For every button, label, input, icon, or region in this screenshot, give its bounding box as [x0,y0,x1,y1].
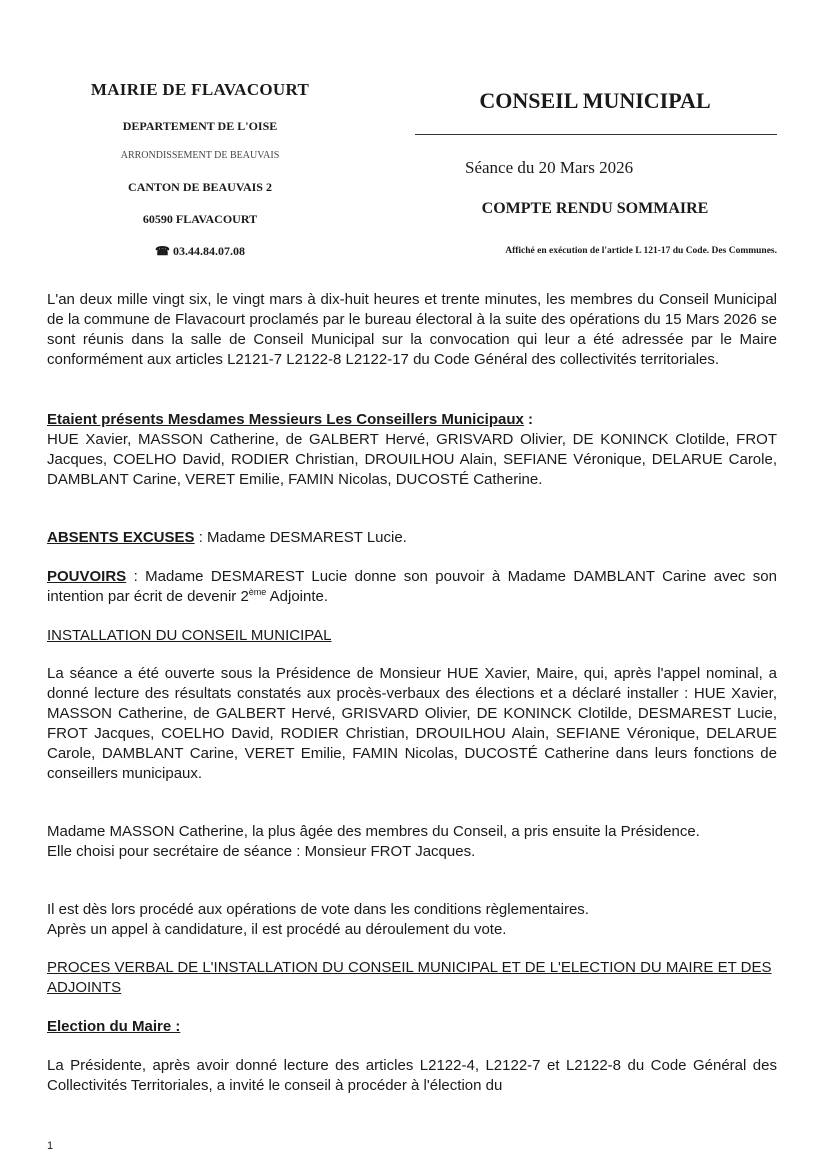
pouvoirs-text: : Madame DESMAREST Lucie donne son pouvoir à Madame DAMBLANT Carine avec son intention par écrit de devenir 2 [47,568,777,605]
document-subtitle: COMPTE RENDU SOMMAIRE [481,200,709,217]
pouvoirs-end: Adjointe. [266,588,329,605]
presidence-line-2: Elle choisi pour secrétaire de séance : Monsieur FROT Jacques. [47,843,476,860]
phone-number: 03.44.84.07.08 [172,244,245,258]
presents-colon: : [523,411,534,428]
pv-heading-text: PROCES VERBAL DE L'INSTALLATION DU CONSEIL MUNICIPAL ET DE L'ELECTION DU MAIRE ET DES ADJOINTS [47,959,772,996]
seance-date: Séance du 20 Mars 2026 [465,158,634,177]
legal-notice: Affiché en exécution de l'article L 121-17 du Code. Des Communes. [505,246,777,256]
election-heading [47,1017,777,1037]
absents-text: : Madame DESMAREST Lucie. [194,529,407,546]
telephone-icon: ☎ [155,244,170,258]
vote-line-1: Il est dès lors procédé aux opérations de vote dans les conditions règlementaires. [47,901,589,918]
departement-label: DEPARTEMENT DE L'OISE [122,119,278,133]
installation-heading [47,626,777,646]
vote-line-2: Après un appel à candidature, il est procédé au déroulement du vote. [47,921,507,938]
page-title: CONSEIL MUNICIPAL [479,88,711,113]
pouvoirs-heading: POUVOIRS [47,568,127,585]
presents-heading: Etaient présents Mesdames Messieurs Les Conseillers Municipaux [47,411,524,428]
presents-section [47,410,777,490]
election-paragraph: La Présidente, après avoir donné lecture des articles L2122-4, L2122-7 et L2122-8 du Code Général des Collectivités Territoriales, a invité le conseil à procéder à l'élection du [47,1057,777,1094]
pouvoirs-section [47,567,777,607]
phone-line [60,244,340,259]
installation-paragraph: La séance a été ouverte sous la Présidence de Monsieur HUE Xavier, Maire, qui, après l'appel nominal, a donné lecture des résultats constatés aux procès-verbaux des élections et a déclaré installer : HUE Xavier, MASSON Catherine, de GALBERT Hervé, GRISVARD Olivier, DE KONINCK Clotilde, DESMAREST Lucie, FROT Jacques, COELHO David, RODIER Christian, DROUILHOU Alain, SEFIANE Véronique, DELARUE Carole, DAMBLANT Carine, VERET Emilie, FAMIN Nicolas, DUCOSTÉ Catherine dans leurs fonctions de conseillers municipaux. [47,665,777,782]
presidence-line-1: Madame MASSON Catherine, la plus âgée des membres du Conseil, a pris ensuite la Présidence. [47,823,700,840]
absents-section [47,528,777,548]
postal-address: 60590 FLAVACOURT [142,212,258,226]
presents-list: HUE Xavier, MASSON Catherine, de GALBERT Hervé, GRISVARD Olivier, DE KONINCK Clotilde, FROT Jacques, COELHO David, RODIER Christian, DROUILHOU Alain, SEFIANE Véronique, DELARUE Carole, DAMBLANT Carine, VERET Emilie, FAMIN Nicolas, DUCOSTÉ Catherine. [47,431,777,488]
presidence-paragraph [47,822,777,862]
header-divider [415,134,777,135]
vote-paragraph [47,900,777,940]
absents-heading: ABSENTS EXCUSES [47,529,195,546]
installation-heading-text: INSTALLATION DU CONSEIL MUNICIPAL [47,627,332,644]
arrondissement-label: ARRONDISSEMENT DE BEAUVAIS [120,150,280,161]
page-number: 1 [47,1140,54,1152]
canton-label: CANTON DE BEAUVAIS 2 [128,180,272,194]
election-heading-text: Election du Maire : [47,1018,181,1035]
pv-heading [47,958,777,998]
pouvoirs-superscript: ème [248,587,267,597]
mairie-title: MAIRIE DE FLAVACOURT [90,80,310,99]
intro-paragraph: L'an deux mille vingt six, le vingt mars à dix-huit heures et trente minutes, les membres du Conseil Municipal de la commune de Flavacourt proclamés par le bureau électoral à la suite des opérations du 15 Mars 2026 se sont réunis dans la salle de Conseil Municipal sur la convocation qui leur a été adressée par le Maire conformément aux articles L2121-7 L2122-8 L2122-17 du Code Général des collectivités territoriales. [47,291,777,368]
